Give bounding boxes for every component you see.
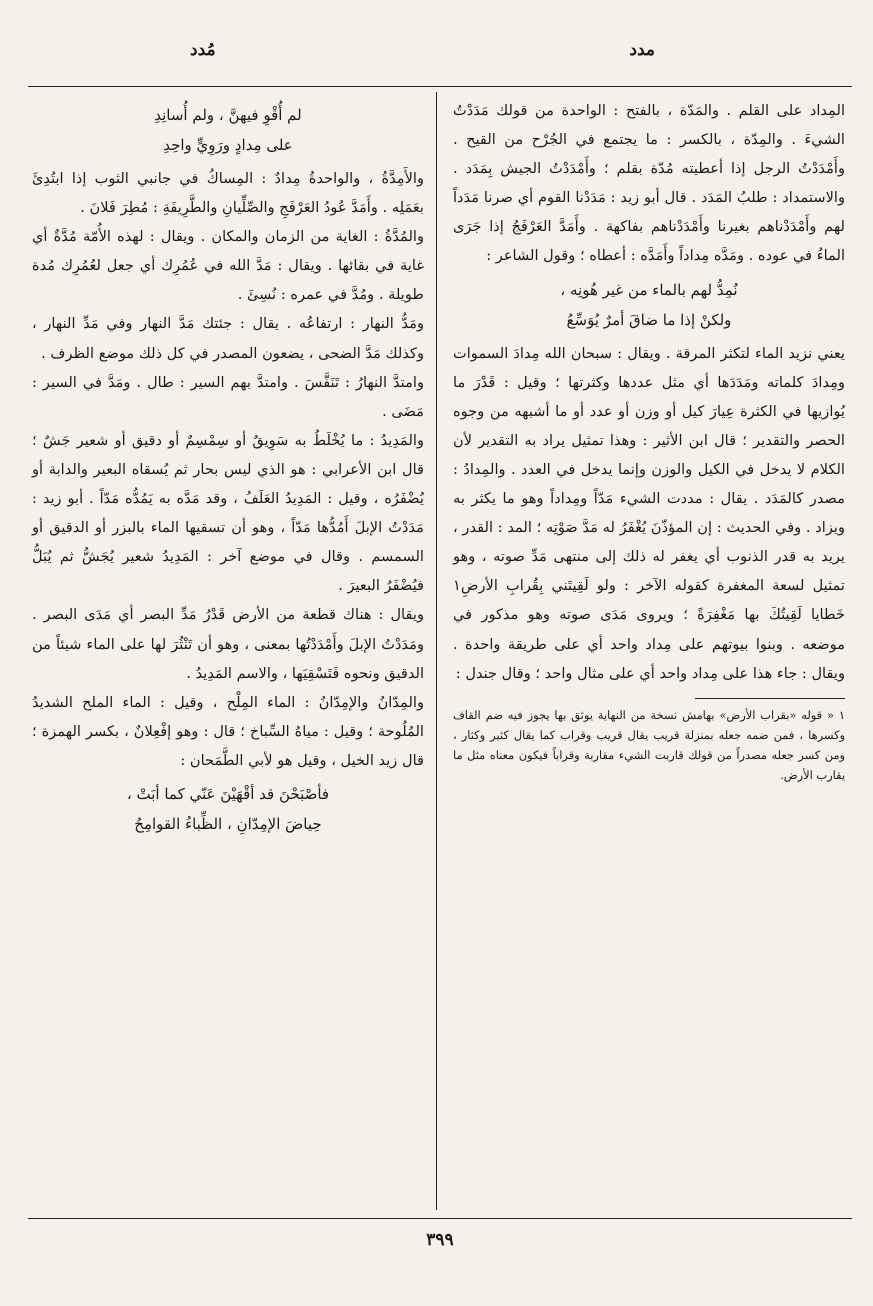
page-number: ٣٩٩: [426, 1230, 454, 1250]
right-paragraph-2: يعني نزيد الماء لتكثر المرقة . ويقال : سبحان الله مِدادَ السموات ومِدادَ كلماته ومَدَدَها أي مثل عددها وكثرتها ؛ وقيل : قَدْرَ ما يُوازيها في الكثرة عِيارَ كيل أو وزن أو عدد أو ما أشبهه من وجوه الحصر والتقدير ؛ قال ابن الأثير : وهذا تمثيل يراد به التقدير لأن الكلام لا يدخل في الكيل والوزن وإنما يدخل في العدد . والمِدادُ : مصدر كالمَدَد . يقال : مددت الشيء مَدّاً ومِداداً وهو ما يكثر به ويزاد . وفي الحديث : إن المؤذّنَ يُغْفَرُ له مَدَّ صَوْتِه ؛ المد : القدر ، يريد به قدر الذنوب أي يغفر له ذلك إلى منتهى مَدِّ صوته ، وهو تمثيل لسعة المغفرة كقوله الآخر : ولو لَقِيتَني بِقُرابِ الأرضِ١ خَطايا لَقِيتُكَ بها مَغْفِرَةً ؛ ويروى مَدَى صوته وهو مذكور في موضعه . وبنوا بيوتهم على مِداد واحد أي على طريقة واحدة . ويقال : جاء هذا على مِداد واحد أي على مثال واحد ؛ وقال جندل :: [453, 344, 846, 682]
right-column: [453, 96, 845, 785]
verse-2: [32, 100, 424, 160]
left-paragraph-3: ومَدُّ النهار : ارتفاعُه . يقال : جئتك مَدَّ النهار وفي مَدِّ النهار ، وكذلك مَدَّ الضحى ، يضعون المصدر في كل ذلك موضع الظرف .: [32, 315, 424, 362]
left-paragraph-4: وامتدَّ النهارُ : تَنَفَّسَ . وامتدَّ بهم السير : طال . ومَدَّ في السير : مَضَى .: [32, 373, 424, 420]
verse-1-line-b: ولكنْ إذا ما ضاقَ أمرٌ يُوَسِّعُ: [566, 310, 732, 329]
column-divider: [436, 92, 437, 1210]
verse-2-line-a: لم أُقْوِ فيهنَّ ، ولم أُسانِدِ: [154, 106, 302, 124]
left-paragraph-7: والمِدّانُ والإمِدّانُ : الماء المِلْح ، وقيل : الماء الملح الشديدُ المُلُوحة ؛ وقيل : مياهُ السِّباخ ؛ قال : وهو إفْعِلانٌ ، بكسر الهمزة ؛ قال زيد الخيل ، وقيل هو لأبي الطَّمَحان :: [32, 693, 424, 769]
left-paragraph-6: ويقال : هناك قطعة من الأرض قَدْرُ مَدِّ البصر أي مَدَى البصر . ومَدَدْتُ الإبلَ وأَمْدَدْتُها بمعنى ، وهو أن تَنْثُرَ لها على الماء شيئاً من الدقيق ونحوه فَتَسْقِيَها ، والاسم المَدِيدُ .: [32, 606, 424, 682]
left-column: [32, 96, 424, 843]
footnote-rule: [695, 698, 845, 699]
verse-3: [32, 779, 424, 839]
verse-2-line-b: على مِدادٍ ورَوِيٍّ واحِدِ: [163, 136, 293, 154]
verse-3-line-a: فأصْبَحْنَ قد أقْهَيْنَ عَنّي كما أبَتْ ،: [126, 784, 330, 803]
footer-rule: [28, 1218, 852, 1219]
verse-3-line-b: حِياضَ الإمِدّانِ ، الظِّباءُ القوامِحُ: [134, 814, 322, 833]
left-paragraph-1: والأَمِدَّةُ ، والواحدةُ مِدادٌ : المِساكُ في جانبي الثوب إذا ابتُدِئَ بعَمَلِه . وأَمَدَّ عُودُ العَرْفَجِ والصِّلِّيانِ والطَّرِيفَةِ : مُطِرَ فَلانَ .: [32, 170, 424, 217]
verse-1: [453, 275, 845, 335]
left-paragraph-5: والمَدِيدُ : ما يُخْلَطُ به سَوِيقٌ أو سِمْسِمٌ أو دقيق أو شعير جَشٌ ؛ قال ابن الأعرابي : هو الذي ليس بحار ثم يُسقاه البعير والدابة أو يُضْفَرُه ، وقيل : المَدِيدُ العَلَفُ ، وقد مَدَّه به يَمُدُّه مَدّاً . أبو زيد : مَدَدْتُ الإبلَ أَمُدُّها مَدّاً ، وهو أن تسقيها الماء بالبزر أو الدقيق أو السمسم . وقال في موضع آخر : المَدِيدُ شعير يُجَشُّ ثم يُبَلُّ فيُضْفَرُ البعيرَ .: [32, 431, 424, 595]
verse-1-line-a: نُمِدُّ لهم بالماء من غير هُونِه ،: [560, 280, 738, 299]
footnote: ١ « قوله «بقراب الأرض» بهامش نسخة من النهاية يوثق بها يجوز فيه ضم القاف وكسرها ، فمن ضمه جعله بمنزلة قريب يقال قريب وقراب كما يقال كثير وكثار ، ومن كسر جعله مصدراً من قولك قاربت الشيء مقاربة وقراباً فيكون معناه مثل ما يقارب الأرض.: [453, 707, 845, 782]
right-paragraph-1: المِداد على القلم . والمَدّة ، بالفتح : الواحدة من قولك مَدَدْتُ الشيءَ . والمِدّة ، بالكسر : ما يجتمع في الجُرْح من القيح . وأَمْدَدْتُ الرجل إذا أعطيته مُدّة بقلم ؛ وأَمْدَدْتُ الجيش بِمَدَد . والاستمداد : طلبُ المَدَد . قال أبو زيد : مَدَدْنا القوم أي صرنا مَدَداً لهم وأَمْدَدْناهم بغيرنا وأَمْدَدْناهم بفاكهة . وأَمَدَّ العَرْفَجُ إذا جَرَى الماءُ في عوده . ومَدَّه مِداداً وأَمَدَّه : أعطاه ؛ وقول الشاعر :: [453, 102, 845, 265]
header-rule: [28, 86, 852, 87]
running-header-right: مدد: [629, 40, 655, 60]
left-paragraph-2: والمُدَّةُ : الغاية من الزمان والمكان . ويقال : لهذه الأُمّة مُدَّةٌ أي غاية في بقائها . ويقال : مَدَّ الله في عُمُرِك أي جعل لعُمُرِك مُدة طويلة . ومُدَّ في عمره : نُسِئَ .: [32, 228, 424, 304]
running-header-left: مُدد: [190, 40, 216, 60]
